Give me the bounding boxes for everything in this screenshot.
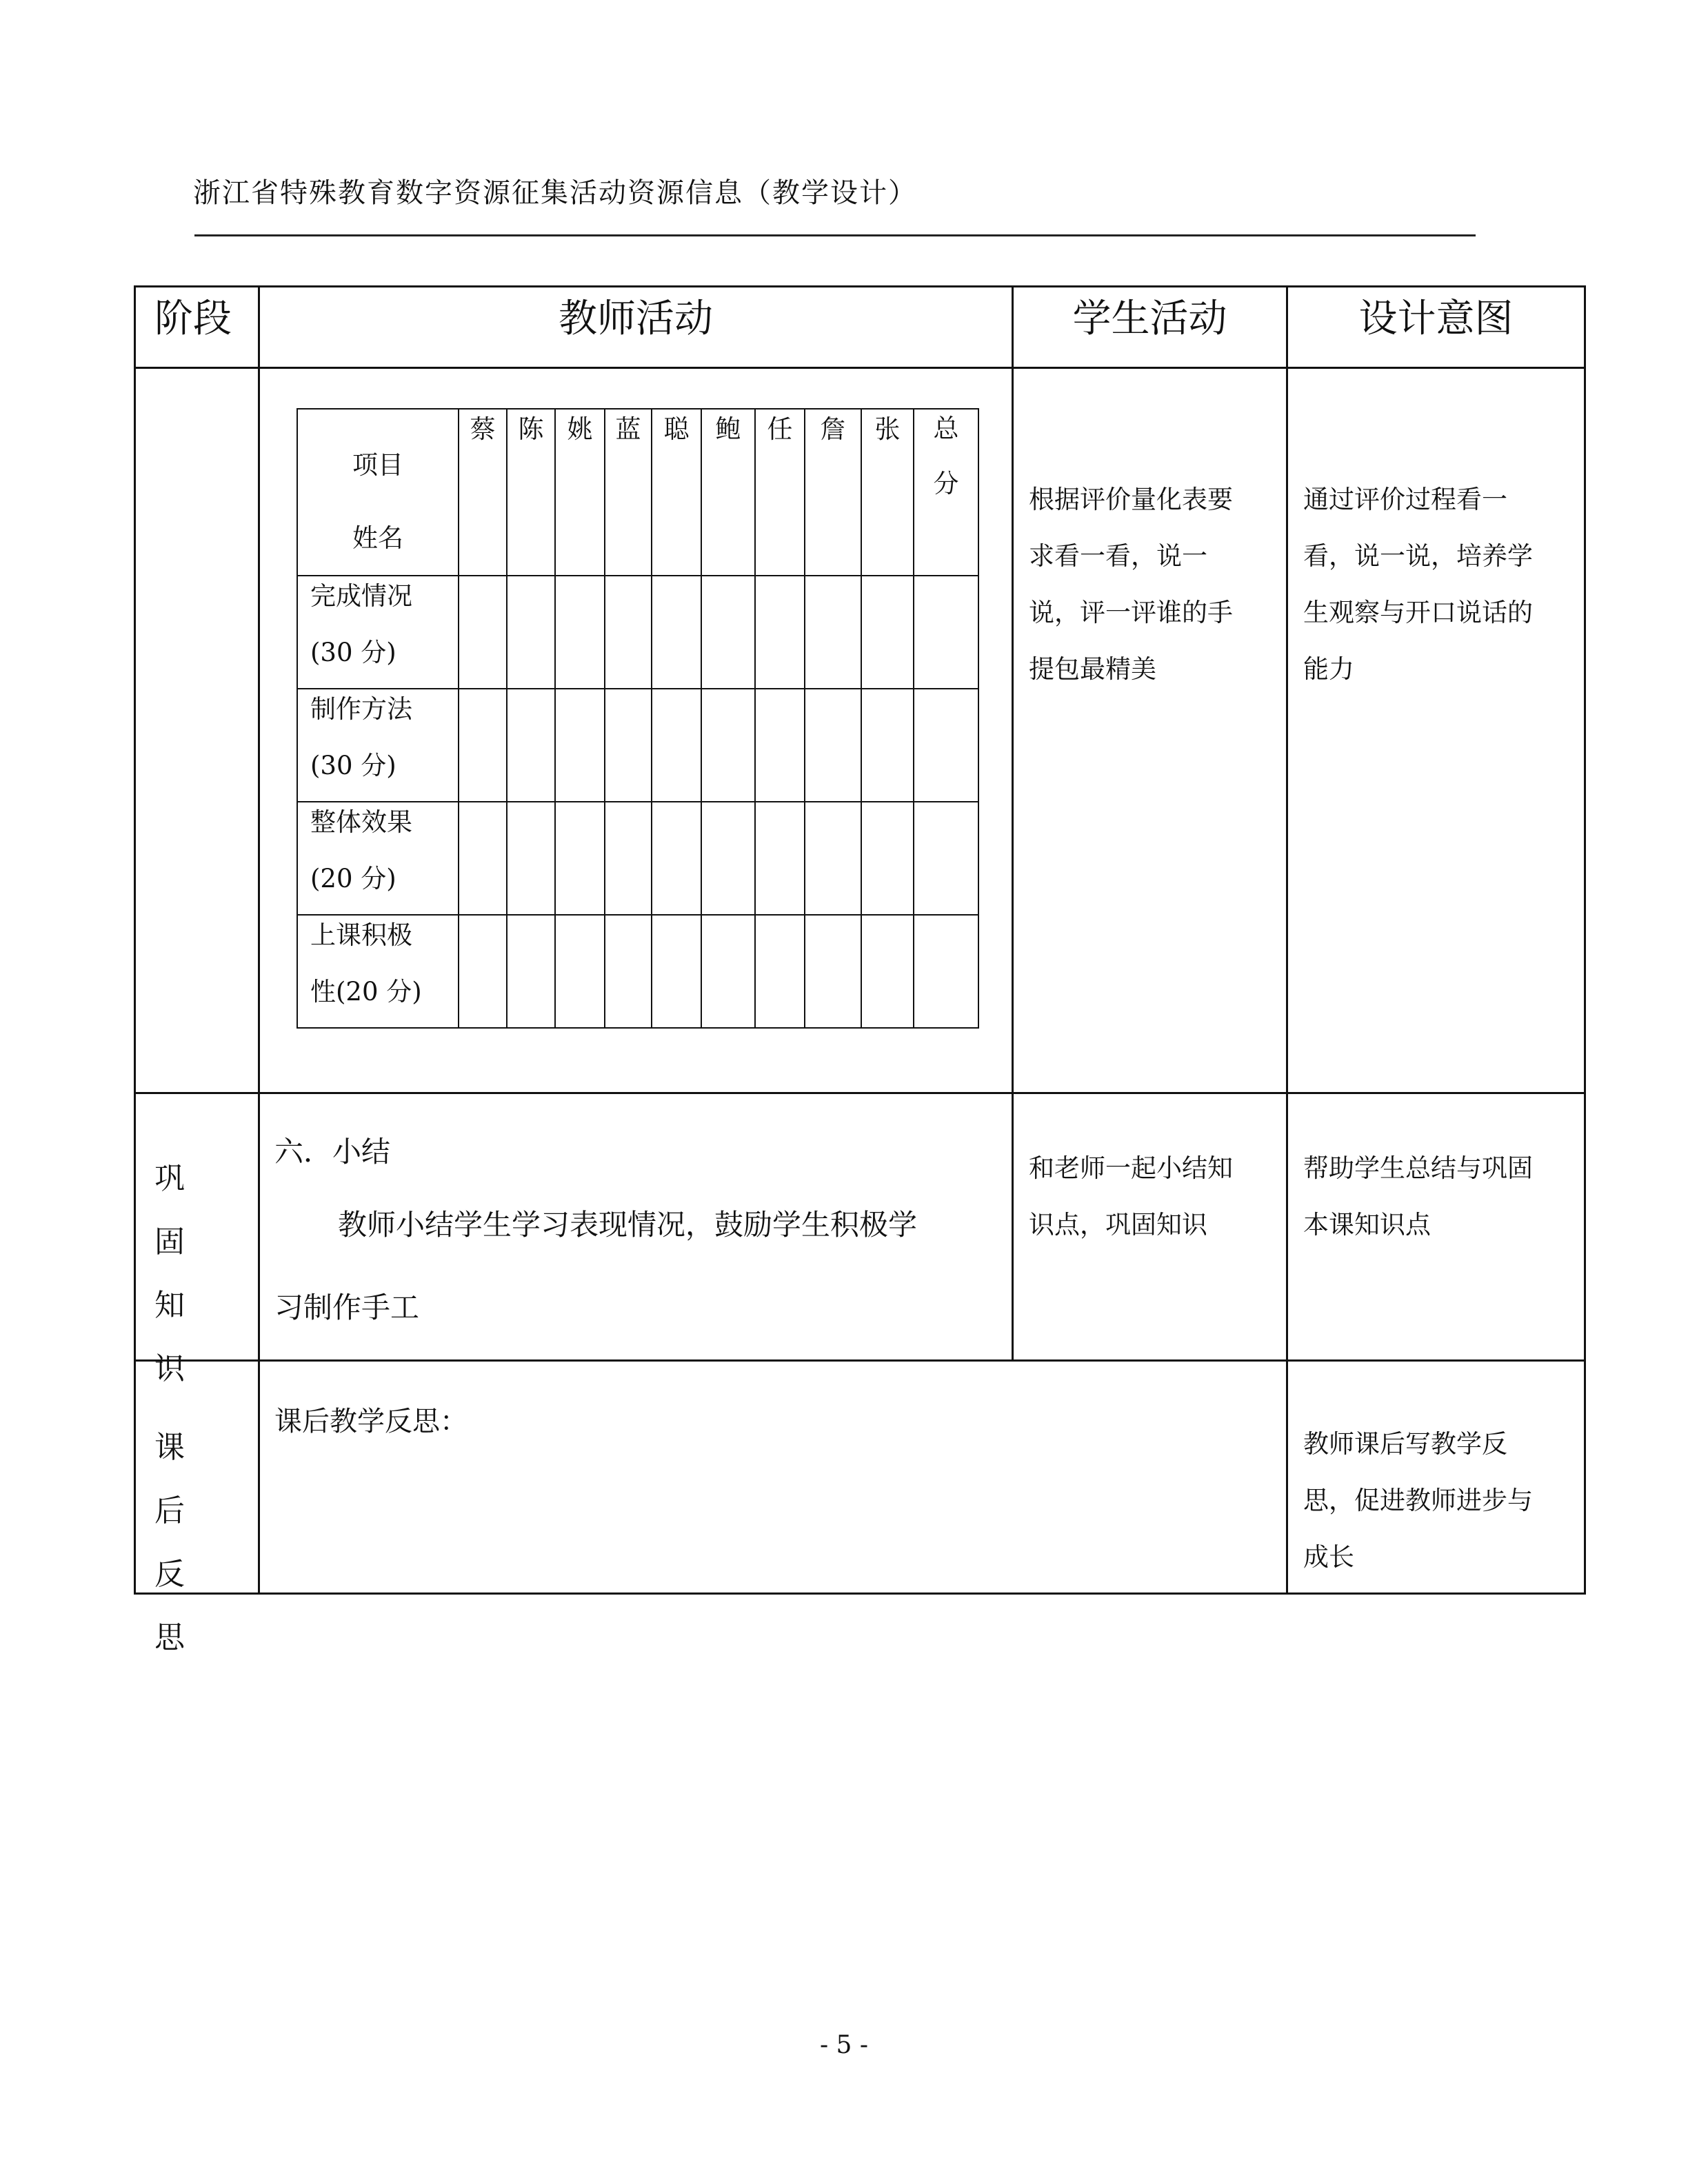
header-student-activity: 学生活动 [1072, 296, 1227, 341]
stage-line: 反思 [154, 1557, 210, 1655]
text-line: 能力 [1303, 654, 1354, 684]
stage-line: 知识 [154, 1288, 210, 1386]
score-table-line [754, 408, 756, 1029]
score-table-line [458, 408, 459, 1029]
text-line: 根据评价量化表要 [1029, 485, 1233, 514]
score-table-item [310, 681, 458, 794]
table-line [1286, 285, 1288, 1595]
table-line [134, 1593, 1586, 1595]
score-table-line [297, 408, 298, 1029]
text-line: 求看一看，说一 [1029, 541, 1207, 571]
teacher-summary-line1: 教师小结学生学习表现情况，鼓励学生积极学 [338, 1208, 918, 1242]
score-item-label: 上课积极 [310, 920, 412, 950]
page-number: - 5 - [819, 2031, 869, 2059]
stage-after-class-reflection [154, 1416, 258, 1670]
score-table-line [651, 408, 652, 1029]
text-line: 和老师一起小结知 [1029, 1153, 1233, 1183]
student-activity-summary [1029, 1140, 1277, 1253]
student-activity-evaluation [1029, 472, 1277, 698]
score-item-label: 完成情况 [310, 581, 412, 611]
score-table-name: 聪 [663, 414, 690, 444]
score-table-item [310, 907, 458, 1020]
text-line: 看，说一说，培养学 [1303, 541, 1533, 571]
score-item-points: 性(20 分) [310, 977, 422, 1007]
header-design-intent: 设计意图 [1358, 296, 1514, 341]
score-table-name-total: 总分 [933, 414, 959, 498]
table-line [134, 285, 136, 1595]
score-table-corner-bottom: 姓名 [352, 523, 403, 553]
table-line [134, 1359, 1586, 1362]
header-stage: 阶段 [154, 296, 232, 341]
table-line [1584, 285, 1586, 1595]
score-table-name: 詹 [820, 414, 846, 444]
score-table-line [554, 408, 556, 1029]
text-line: 通过评价过程看一 [1303, 485, 1507, 514]
page-header-title: 浙江省特殊教育数字资源征集活动资源信息（教学设计） [193, 177, 917, 209]
text-line: 本课知识点 [1303, 1210, 1431, 1240]
score-item-points: (30 分) [310, 751, 396, 780]
score-table-line [804, 408, 805, 1029]
score-table-name: 陈 [518, 414, 544, 444]
score-table-name: 蔡 [470, 414, 496, 444]
score-table-name: 鲍 [715, 414, 741, 444]
text-line: 成长 [1303, 1542, 1354, 1572]
score-table-corner-top: 项目 [352, 450, 403, 480]
score-table-item [310, 794, 458, 907]
header-divider [194, 234, 1476, 236]
table-line [258, 285, 260, 1595]
score-item-points: (20 分) [310, 864, 396, 893]
score-table-item [310, 568, 458, 681]
design-intent-reflection [1303, 1416, 1579, 1586]
text-line: 生观察与开口说话的 [1303, 598, 1533, 627]
score-table-line [604, 408, 605, 1029]
stage-consolidate-knowledge [154, 1147, 258, 1401]
score-table-line [506, 408, 508, 1029]
text-line: 识点，巩固知识 [1029, 1210, 1207, 1240]
stage-line: 巩固 [154, 1161, 210, 1260]
text-line: 教师课后写教学反 [1303, 1429, 1507, 1459]
score-item-label: 制作方法 [310, 694, 412, 724]
score-table-name: 蓝 [615, 414, 641, 444]
score-item-points: (30 分) [310, 638, 396, 667]
score-table-line [913, 408, 914, 1029]
score-table-line [978, 408, 979, 1029]
table-line [134, 1092, 1586, 1094]
score-table-name: 姚 [567, 414, 593, 444]
design-intent-evaluation [1303, 472, 1579, 698]
score-table-line [701, 408, 702, 1029]
stage-line: 课后 [154, 1430, 210, 1528]
score-item-label: 整体效果 [310, 807, 412, 837]
text-line: 思，促进教师进步与 [1303, 1486, 1533, 1515]
score-table-name: 张 [874, 414, 901, 444]
table-line [134, 285, 1586, 287]
table-line [134, 367, 1586, 369]
score-table-line [861, 408, 862, 1029]
text-line: 帮助学生总结与巩固 [1303, 1153, 1533, 1183]
reflection-heading: 课后教学反思： [274, 1406, 468, 1437]
teacher-summary-heading: 六．小结 [274, 1135, 391, 1169]
score-table-line [297, 1027, 979, 1029]
table-line [1012, 285, 1014, 1362]
design-intent-summary [1303, 1140, 1579, 1253]
text-line: 说，评一评谁的手 [1029, 598, 1233, 627]
header-teacher-activity: 教师活动 [559, 296, 713, 341]
teacher-summary-line2: 习制作手工 [274, 1291, 420, 1324]
text-line: 提包最精美 [1029, 654, 1156, 684]
score-table-name: 任 [767, 414, 793, 444]
